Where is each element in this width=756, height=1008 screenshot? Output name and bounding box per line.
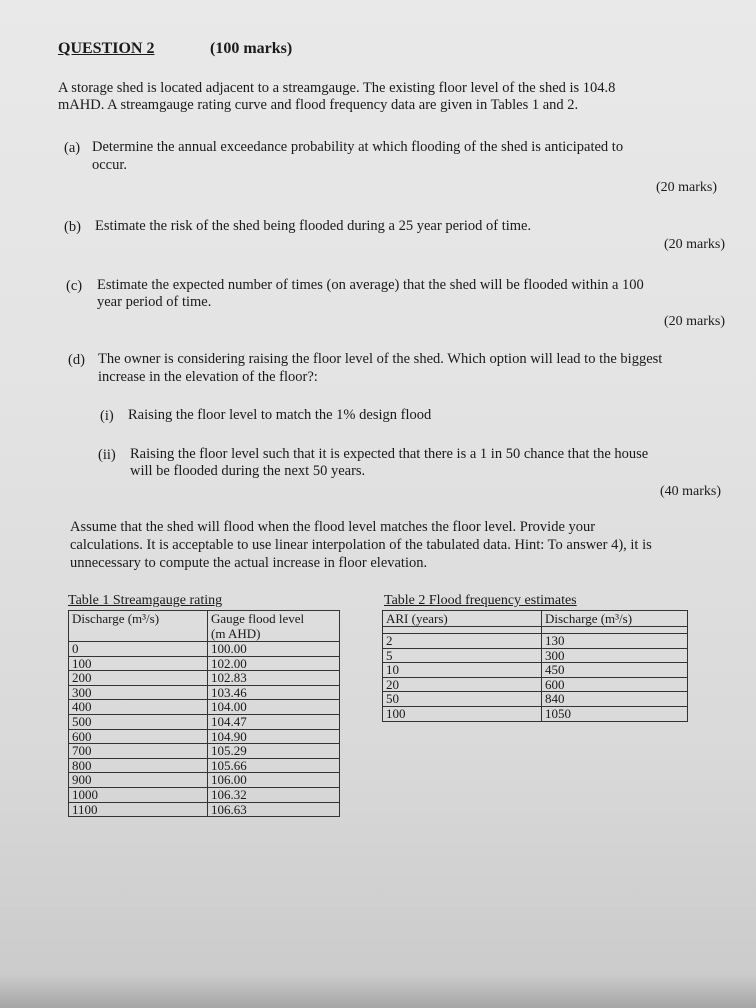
table1-cell-key: 700: [69, 744, 208, 759]
intro-line-2: mAHD. A streamgauge rating curve and flood frequency data are given in Tables 1 and 2.: [58, 97, 579, 113]
table2-cell-key: 10: [383, 663, 542, 678]
table1-cell-value: 106.32: [208, 787, 340, 802]
table1-caption: Table 1 Streamgauge rating: [68, 593, 223, 608]
table1-cell-key: 500: [69, 714, 208, 729]
table1-cell-value: 100.00: [208, 642, 340, 657]
part-c-line-1: Estimate the expected number of times (on average) that the shed will be flooded within a 100: [97, 277, 644, 293]
table1-cell-value: 104.90: [208, 729, 340, 744]
table1-row: [69, 758, 340, 773]
part-d-line-2: increase in the elevation of the floor?:: [98, 369, 318, 385]
table2-row: [383, 634, 688, 649]
table1-cell-key: 0: [69, 642, 208, 657]
table1-header-level-b: (m AHD): [211, 626, 261, 641]
table1-cell-value: 102.83: [208, 671, 340, 686]
table2-header-ari: ARI (years): [383, 611, 542, 627]
table2-cell-value: 130: [542, 634, 688, 649]
table2-cell-value: 450: [542, 663, 688, 678]
table2-row: [383, 648, 688, 663]
note-line-2: calculations. It is acceptable to use linear interpolation of the tabulated data. Hint: To answer 4), it is: [70, 537, 652, 553]
table2-cell-value: 600: [542, 677, 688, 692]
table2-row: [383, 706, 688, 721]
part-d-ii-line-2: will be flooded during the next 50 years.: [130, 463, 366, 479]
table1-row: [69, 773, 340, 788]
note-line-3: unnecessary to compute the actual increase in floor elevation.: [70, 555, 428, 571]
part-a-line-1: Determine the annual exceedance probability at which flooding of the shed is anticipated to: [92, 139, 624, 155]
table1-header-discharge: Discharge (m³/s): [69, 611, 208, 642]
table2-header-discharge: Discharge (m³/s): [542, 611, 688, 627]
table2-flood-frequency: [382, 610, 688, 722]
table2-cell-key: 20: [383, 677, 542, 692]
part-d-i-label: (i): [100, 408, 114, 424]
part-b-marks: (20 marks): [664, 237, 726, 252]
part-d-ii-label: (ii): [98, 447, 116, 463]
table1-cell-key: 200: [69, 671, 208, 686]
part-c-marks: (20 marks): [664, 314, 726, 329]
table2-cell-key: 50: [383, 692, 542, 707]
table1-cell-key: 1000: [69, 787, 208, 802]
table1-header-level-a: Gauge flood level: [211, 611, 305, 626]
table2-row: [383, 692, 688, 707]
table1-row: [69, 656, 340, 671]
table1-header-level: [208, 611, 340, 642]
note-line-1: Assume that the shed will flood when the flood level matches the floor level. Provide your: [70, 519, 596, 535]
table1-cell-value: 104.00: [208, 700, 340, 715]
part-b-label: (b): [64, 219, 81, 235]
table2-row: [383, 663, 688, 678]
table1-row: [69, 642, 340, 657]
table1-row: [69, 802, 340, 817]
part-a-line-2: occur.: [92, 157, 128, 173]
table2-spacer: [383, 627, 542, 634]
table1-cell-key: 100: [69, 656, 208, 671]
part-d-line-1: The owner is considering raising the floor level of the shed. Which option will lead to the biggest: [98, 351, 663, 367]
table1-cell-value: 103.46: [208, 685, 340, 700]
table2-cell-value: 300: [542, 648, 688, 663]
table1-streamgauge-rating: [68, 610, 340, 817]
table2-row: [383, 677, 688, 692]
table2-cell-key: 100: [383, 706, 542, 721]
question-title: QUESTION 2: [58, 40, 155, 57]
part-d-marks: (40 marks): [660, 484, 722, 499]
table1-cell-key: 900: [69, 773, 208, 788]
table2-cell-key: 5: [383, 648, 542, 663]
table1-row: [69, 787, 340, 802]
total-marks: (100 marks): [210, 40, 293, 57]
part-c-label: (c): [66, 278, 83, 294]
intro-line-1: A storage shed is located adjacent to a streamgauge. The existing floor level of the shed is 104.8: [58, 80, 616, 96]
table1-row: [69, 714, 340, 729]
table1-cell-value: 105.66: [208, 758, 340, 773]
table2-cell-key: 2: [383, 634, 542, 649]
table1-cell-value: 105.29: [208, 744, 340, 759]
page-shadow: [0, 975, 756, 1008]
table1-row: [69, 685, 340, 700]
table1-row: [69, 729, 340, 744]
table1-cell-value: 106.00: [208, 773, 340, 788]
part-c-line-2: year period of time.: [97, 294, 212, 310]
table1-cell-key: 300: [69, 685, 208, 700]
table1-cell-key: 400: [69, 700, 208, 715]
part-b-line-1: Estimate the risk of the shed being flooded during a 25 year period of time.: [95, 218, 532, 234]
part-a-marks: (20 marks): [656, 180, 718, 195]
table1-cell-key: 800: [69, 758, 208, 773]
table2-cell-value: 1050: [542, 706, 688, 721]
table1-row: [69, 744, 340, 759]
table2-cell-value: 840: [542, 692, 688, 707]
part-d-ii-line-1: Raising the floor level such that it is expected that there is a 1 in 50 chance that the house: [130, 446, 649, 462]
table1-cell-key: 1100: [69, 802, 208, 817]
part-d-label: (d): [68, 352, 85, 368]
part-d-i-text: Raising the floor level to match the 1% design flood: [128, 407, 432, 423]
table1-row: [69, 700, 340, 715]
table1-row: [69, 671, 340, 686]
part-a-label: (a): [64, 140, 81, 156]
table2-caption: Table 2 Flood frequency estimates: [384, 593, 577, 608]
table1-cell-value: 106.63: [208, 802, 340, 817]
table1-cell-value: 102.00: [208, 656, 340, 671]
table1-cell-value: 104.47: [208, 714, 340, 729]
table1-cell-key: 600: [69, 729, 208, 744]
